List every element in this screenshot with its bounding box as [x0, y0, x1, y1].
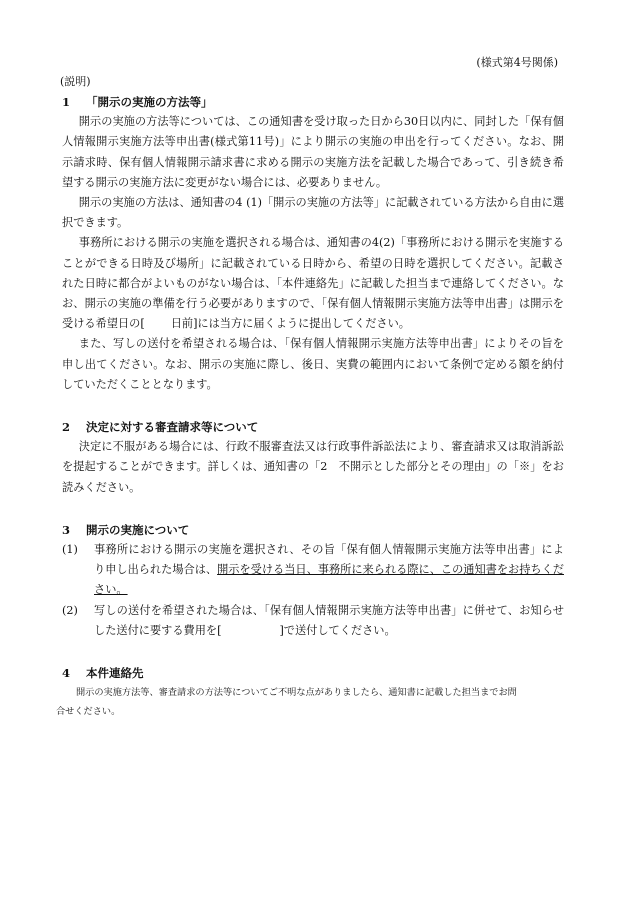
section-1-paragraph-4: また、写しの送付を希望される場合は、「保有個人情報開示実施方法等申出書」によりその旨を申し出てください。なお、開示の実施に際し、後日、実費の範囲内において条例で定める額を納付していただくこととなります。 [62, 337, 564, 391]
form-reference: (様式第4号関係) [476, 56, 558, 69]
section-3-title: 開示の実施について [86, 522, 190, 537]
section-1-paragraph-2: 開示の実施の方法は、通知書の4 (1)「開示の実施の方法等」に記載されている方法から自由に選択できます。 [62, 196, 565, 230]
section-4-number: 4 [62, 666, 71, 681]
item-1-text: 事務所における開示の実施を選択され、その旨「保有個人情報開示実施方法等申出書」により申し出られた場合は、 [94, 543, 564, 577]
section-3-item-1 [62, 540, 564, 601]
section-1-paragraph-3-text: 事務所における開示の実施を選択される場合は、通知書の4(2)「事務所における開示を実施することができる日時及び場所」に記載されている日時から、希望の日時を選択してください。記載された日時に都合がよいものがない場合は、「本件連絡先」に記載した担当まで連絡してください。なお、開示の実施の準備を行う必要がありますので、「保有個人情報開示実施方法等申出書」は開示を受ける希望日の[ [62, 236, 564, 331]
section-1-paragraph-3 [62, 233, 564, 334]
section-3-number: 3 [62, 522, 71, 537]
section-1-heading [62, 92, 564, 112]
section-3-item-2 [62, 601, 564, 641]
section-1-number: 1 [62, 95, 71, 109]
item-2-text: 写しの送付を希望された場合は、「保有個人情報開示実施方法等申出書」に併せて、お知らせした送付に要する費用を[ [94, 603, 564, 637]
section-4-title: 本件連絡先 [86, 666, 144, 681]
section-1-paragraph-1: 開示の実施の方法等については、この通知書を受け取った日から30日以内に、同封した「保有個人情報開示実施方法等申出書(様式第11号)」により開示の実施の申出を行ってください。なお、開示請求時、保有個人情報開示請求書に求める開示の実施方法を記載した場合であって、引き続き希望する開示の実施方法に変更がない場合には、必要ありません。 [62, 115, 564, 189]
item-1-number: (1) [62, 543, 78, 557]
contact-line-2: 合せください。 [56, 706, 121, 718]
item-2-number: (2) [62, 603, 78, 617]
section-2-number: 2 [62, 420, 71, 435]
item-1-underlined-text: 開示を受ける当日、事務所に来られる際に、この通知書をお持ちください。 [94, 563, 564, 597]
section-3-heading [62, 520, 564, 540]
section-1-title: 「開示の実施の方法等」 [86, 95, 213, 109]
section-2-heading [62, 417, 564, 437]
section-2-title: 決定に対する審査請求等について [86, 420, 259, 435]
document-body [56, 92, 565, 721]
section-1-paragraph-3-tail: 日前]には当方に届くように提出してください。 [170, 317, 410, 331]
section-2-paragraph: 決定に不服がある場合には、行政不服審査法又は行政事件訴訟法により、審査請求又は取消訴訟を提起することができます。詳しくは、通知書の「2 不開示とした部分とその理由」の「※」をお読みください。 [62, 440, 564, 494]
section-4-heading [62, 663, 564, 683]
contact-line-1: 開示の実施方法等、審査請求の方法等についてご不明な点がありましたら、通知書に記載した担当までお問 [76, 687, 517, 699]
explanation-label: (説明) [60, 75, 91, 88]
item-2-text-tail: ]で送付してください。 [279, 623, 396, 637]
